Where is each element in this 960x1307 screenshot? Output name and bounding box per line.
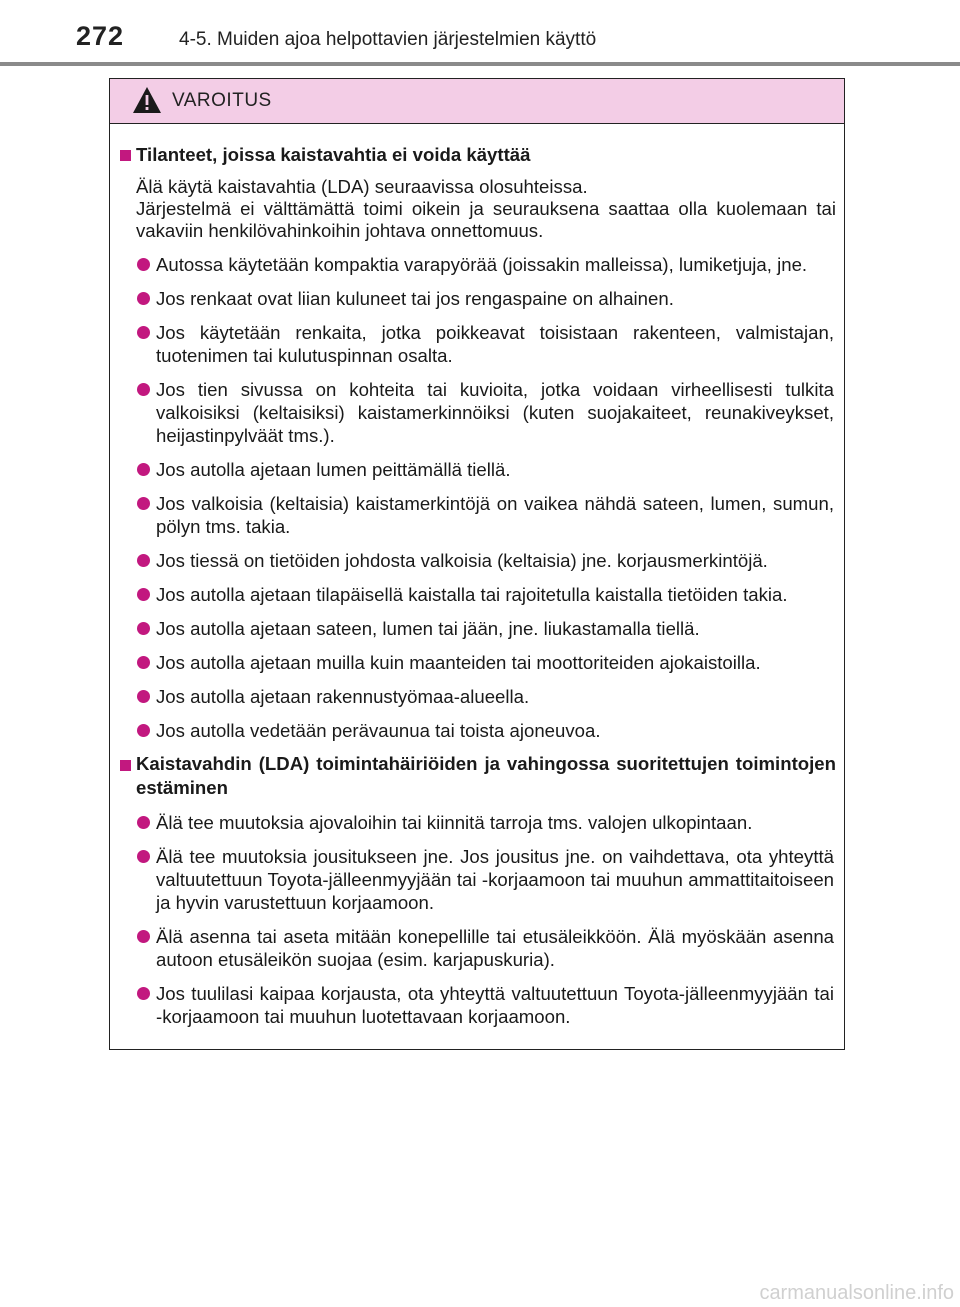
bullet-icon	[137, 383, 150, 396]
list-item: Älä tee muutoksia ajovaloihin tai kiinnitä tarroja tms. valojen ulkopintaan.	[118, 811, 836, 834]
list-item: Jos autolla ajetaan sateen, lumen tai jään, jne. liukastamalla tiellä.	[118, 617, 836, 640]
bullet-icon	[137, 690, 150, 703]
list-item: Älä tee muutoksia jousitukseen jne. Jos jousitus jne. on vaihdettava, ota yhteyttä valtuutettuun Toyota-jälleenmyyjään tai -korjaamoon tai muuhun ammattitaitoiseen ja hyvin varustettuun korjaamoon.	[118, 845, 836, 914]
list-item: Jos renkaat ovat liian kuluneet tai jos rengaspaine on alhainen.	[118, 287, 836, 310]
condition-list	[118, 253, 836, 742]
list-item: Jos tuulilasi kaipaa korjausta, ota yhteyttä valtuutettuun Toyota-jälleenmyyjään tai -korjaamoon tai muuhun luotettavaan korjaamoon.	[118, 982, 836, 1028]
list-item: Jos tiessä on tietöiden johdosta valkoisia (keltaisia) jne. korjausmerkintöjä.	[118, 549, 836, 572]
list-item: Jos valkoisia (keltaisia) kaistamerkintöjä on vaikea nähdä sateen, lumen, sumun, pölyn tms. takia.	[118, 492, 836, 538]
list-item: Autossa käytetään kompaktia varapyörää (joissakin malleissa), lumiketjuja, jne.	[118, 253, 836, 276]
warning-label: VAROITUS	[172, 90, 272, 111]
watermark: carmanualsonline.info	[759, 1282, 954, 1304]
list-item: Jos käytetään renkaita, jotka poikkeavat toisistaan rakenteen, valmistajan, tuotenimen tai kulutuspinnan osalta.	[118, 321, 836, 367]
list-item: Jos autolla ajetaan muilla kuin maanteiden tai moottoriteiden ajokaistoilla.	[118, 651, 836, 674]
bullet-icon	[137, 588, 150, 601]
list-item: Jos autolla ajetaan lumen peittämällä tiellä.	[118, 458, 836, 481]
bullet-icon	[137, 463, 150, 476]
square-bullet-icon	[120, 760, 131, 771]
square-bullet-icon	[120, 150, 131, 161]
section-unusable-conditions	[118, 142, 836, 742]
page-header	[0, 0, 960, 66]
section-title: Kaistavahdin (LDA) toimintahäiriöiden ja vahingossa suoritettujen toimintojen estäminen	[118, 752, 836, 800]
bullet-icon	[137, 656, 150, 669]
bullet-icon	[137, 497, 150, 510]
prevention-list	[118, 811, 836, 1028]
bullet-icon	[137, 987, 150, 1000]
bullet-icon	[137, 816, 150, 829]
intro-line: Järjestelmä ei välttämättä toimi oikein ja seurauksena saattaa olla kuolemaan tai vakaviin henkilövahinkoihin johtava onnettomuus.	[136, 198, 836, 241]
bullet-icon	[137, 724, 150, 737]
page-number: 272	[76, 21, 125, 51]
list-item: Jos autolla vedetään perävaunua tai toista ajoneuvoa.	[118, 719, 836, 742]
bullet-icon	[137, 554, 150, 567]
bullet-icon	[137, 292, 150, 305]
bullet-icon	[137, 326, 150, 339]
section-intro	[118, 176, 836, 242]
section-title: Tilanteet, joissa kaistavahtia ei voida käyttää	[118, 142, 836, 168]
section-malfunction-prevention	[118, 752, 836, 1028]
list-item: Älä asenna tai aseta mitään konepellille tai etusäleikköön. Älä myöskään asenna autoon etusäleikön suojaa (esim. karjapuskuria).	[118, 925, 836, 971]
warning-triangle-icon	[132, 86, 162, 114]
warning-box	[109, 78, 845, 1050]
warning-header	[110, 79, 844, 124]
chapter-title: 4-5. Muiden ajoa helpottavien järjestelmien käyttö	[179, 29, 597, 50]
list-item: Jos tien sivussa on kohteita tai kuvioita, jotka voidaan virheellisesti tulkita valkoisiksi (keltaisiksi) kaistamerkinnöiksi (kuten suojakaiteet, reunakiveykset, heijastinpylväät tms.).	[118, 378, 836, 447]
list-item: Jos autolla ajetaan tilapäisellä kaistalla tai rajoitetulla kaistalla tietöiden takia.	[118, 583, 836, 606]
bullet-icon	[137, 930, 150, 943]
warning-body	[110, 124, 844, 1028]
intro-line: Älä käytä kaistavahtia (LDA) seuraavissa olosuhteissa.	[136, 176, 588, 197]
header-rule	[0, 62, 960, 66]
list-item: Jos autolla ajetaan rakennustyömaa-alueella.	[118, 685, 836, 708]
bullet-icon	[137, 258, 150, 271]
bullet-icon	[137, 850, 150, 863]
bullet-icon	[137, 622, 150, 635]
